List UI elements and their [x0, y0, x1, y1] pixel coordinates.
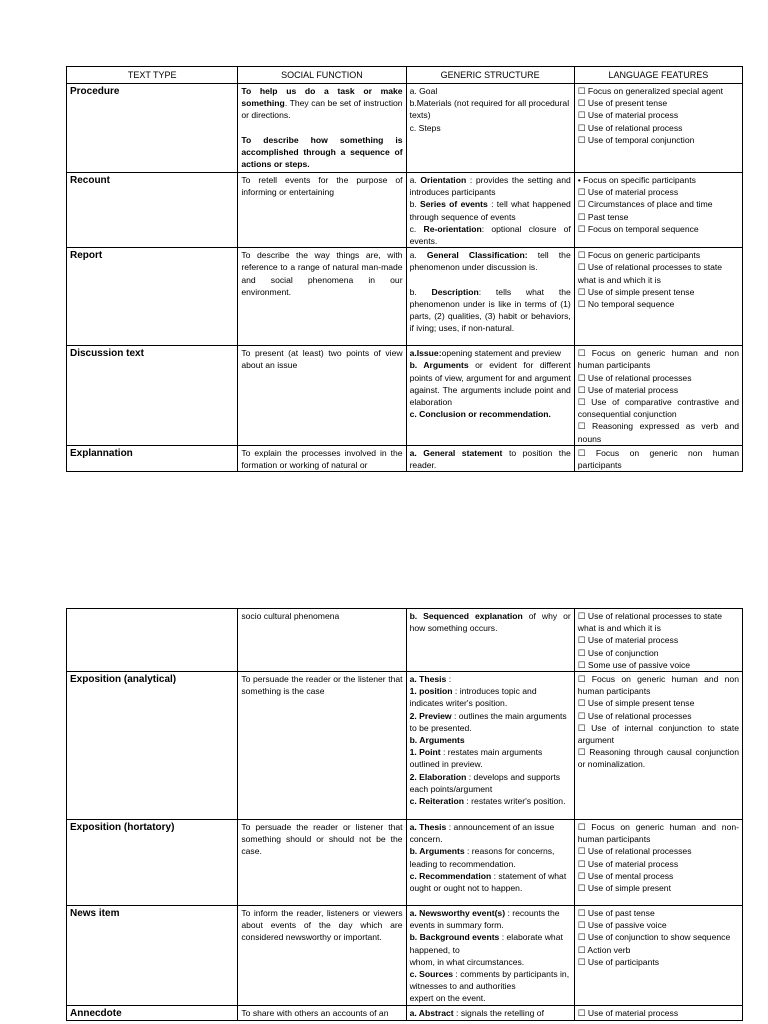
feature-line: ☐ Focus on generic human and non-human participants [577, 822, 739, 845]
text-types-table-page-2 [66, 608, 743, 1021]
structure-bold: a. General statement [409, 447, 503, 458]
feature-line: ☐ Focus on temporal sequence [577, 223, 699, 234]
text-types-table-page-1 [66, 66, 743, 472]
social-function-cell: To share with others an accounts of an [238, 1005, 406, 1020]
structure-text: : restates main arguments outlined in preview. [409, 747, 543, 770]
language-features-cell [574, 346, 742, 446]
structure-bold: c. Reiteration [409, 796, 465, 807]
header-generic-structure: GENERIC STRUCTURE [406, 67, 574, 84]
structure-bold: b. Arguments [409, 735, 465, 746]
table-row [67, 906, 743, 1006]
feature-line: ☐ No temporal sequence [577, 299, 675, 310]
structure-text: b. [409, 199, 421, 210]
language-features-cell [574, 445, 742, 471]
generic-structure-cell [406, 84, 574, 173]
structure-bold: c. Sources [409, 969, 454, 980]
social-function-cell: socio cultural phenomena [238, 609, 406, 672]
structure-text: expert on the event. [409, 993, 486, 1004]
text-type-cell: News item [67, 906, 238, 1006]
structure-text: : signals the retelling of [453, 1007, 544, 1018]
language-features-cell [574, 173, 742, 248]
structure-text: ought or ought not to happen. [409, 883, 523, 894]
table-row [67, 820, 743, 906]
structure-bold: b. Sequenced explanation [409, 611, 523, 621]
language-features-cell [574, 672, 742, 820]
feature-line: ☐ Use of present tense [577, 98, 668, 109]
structure-bold: a. Abstract [409, 1007, 454, 1018]
social-function-cell: To inform the reader, listeners or viewers about events of the day which are considered newsworthy or important. [238, 906, 406, 1006]
structure-text: of why or how something occurs. [409, 611, 571, 634]
feature-line: ☐ Use of conjunction [577, 647, 659, 658]
feature-line: ☐ Use of material process [577, 384, 679, 395]
structure-text: : announcement of an issue concern. [409, 822, 555, 845]
table-row [67, 609, 743, 672]
table-row [67, 84, 743, 173]
feature-line: • Focus on specific participants [577, 175, 696, 185]
social-function-text: . They can be set of instruction or directions. [241, 98, 403, 121]
structure-text: opening statement and preview [441, 348, 562, 359]
table-row [67, 672, 743, 820]
structure-bold: a. Thesis [409, 674, 447, 685]
feature-line: ☐ Focus on generic non human participants [577, 447, 739, 471]
structure-text: whom, in what circumstances. [409, 956, 525, 967]
generic-structure-cell [406, 445, 574, 471]
social-function-cell: To persuade the reader or listener that something should or should not be the case. [238, 820, 406, 906]
structure-bold: Description [431, 286, 479, 297]
table-row [67, 173, 743, 248]
header-text-type: TEXT TYPE [67, 67, 238, 84]
feature-line: ☐ Use of simple present [577, 883, 671, 894]
structure-text: : restates writer's position. [464, 796, 566, 807]
structure-text: : introduces topic and indicates writer's position. [409, 686, 537, 709]
header-row [67, 67, 743, 84]
language-features-cell [574, 84, 742, 173]
feature-line: ☐ Use of passive voice [577, 920, 667, 931]
structure-text: : elaborate what happened, to [409, 932, 563, 955]
feature-line: ☐ Use of relational processes [577, 846, 692, 857]
structure-text: : statement of what [491, 870, 567, 881]
structure-text: : provides the setting and introduces participants [409, 175, 571, 198]
structure-bold: 2. Elaboration [409, 771, 467, 782]
text-type-cell: Report [67, 248, 238, 346]
social-function-bold: To help us do a task or make something [241, 86, 403, 109]
feature-line: ☐ Focus on generic human and non human participants [577, 674, 739, 697]
language-features-cell [574, 1005, 742, 1020]
generic-structure-cell [406, 609, 574, 672]
structure-text: to position the reader. [409, 447, 571, 471]
structure-line: b.Materials (not required for all procedural texts) [409, 98, 570, 121]
header-language-features: LANGUAGE FEATURES [574, 67, 742, 84]
structure-bold: 1. position [409, 686, 453, 697]
social-function-cell: To persuade the reader or the listener that something is the case [238, 672, 406, 820]
structure-bold: b. Arguments [409, 846, 465, 857]
structure-text: or evident for different points of view, argument for and argument against. The arguments include point and elaboration [409, 360, 571, 408]
social-function-cell: To describe the way things are, with reference to a range of natural man-made and social phenomena in our environment. [238, 248, 406, 346]
text-type-cell: Exposition (analytical) [67, 672, 238, 820]
feature-line: ☐ Use of internal conjunction to state argument [577, 722, 739, 746]
feature-line: ☐ Past tense [577, 211, 629, 222]
feature-line: ☐ Circumstances of place and time [577, 199, 713, 210]
structure-bold: c. Recommendation [409, 870, 492, 881]
generic-structure-cell [406, 906, 574, 1006]
text-type-cell: Discussion text [67, 346, 238, 446]
feature-line: ☐ Use of relational processes [577, 710, 692, 721]
structure-bold: a.Issue: [409, 348, 442, 359]
structure-text: : [446, 674, 452, 685]
structure-bold: a. Thesis [409, 822, 447, 833]
feature-line: ☐ Focus on generic human and non human participants [577, 348, 739, 371]
structure-bold: b. Arguments [409, 360, 469, 371]
structure-text: a. [409, 250, 427, 261]
feature-line: ☐ Use of relational processes to state what is and which it is [577, 262, 723, 285]
structure-text: b. [409, 286, 432, 297]
structure-bold: Re-orientation [423, 223, 482, 234]
generic-structure-cell [406, 248, 574, 346]
feature-line: ☐ Use of relational processes to state what is and which it is [577, 611, 723, 634]
structure-text: tell the phenomenon under discussion is. [409, 250, 571, 273]
feature-line: ☐ Focus on generalized special agent [577, 86, 724, 96]
feature-line: ☐ Use of material process [577, 635, 679, 646]
structure-text: : recounts the events in summary form. [409, 908, 560, 931]
structure-bold: 2. Preview [409, 710, 452, 721]
text-type-cell: Procedure [67, 84, 238, 173]
social-function-cell: To explain the processes involved in the formation or working of natural or [238, 445, 406, 471]
language-features-cell [574, 906, 742, 1006]
structure-text: a. [409, 175, 421, 185]
structure-bold: General Classification: [426, 250, 528, 261]
feature-line: ☐ Use of material process [577, 187, 679, 198]
feature-line: ☐ Use of simple present tense [577, 698, 695, 709]
social-function-cell: To retell events for the purpose of informing or entertaining [238, 173, 406, 248]
feature-line: ☐ Use of simple present tense [577, 286, 695, 297]
generic-structure-cell [406, 1005, 574, 1020]
table-row [67, 1005, 743, 1020]
generic-structure-cell [406, 672, 574, 820]
generic-structure-cell [406, 173, 574, 248]
text-type-cell [67, 609, 238, 672]
text-type-cell: Explannation [67, 445, 238, 471]
feature-line: ☐ Some use of passive voice [577, 659, 691, 670]
table-row [67, 346, 743, 446]
feature-line: ☐ Use of material process [577, 110, 679, 121]
structure-text: c. [409, 223, 424, 234]
structure-bold: Orientation [420, 175, 467, 185]
feature-line: ☐ Use of conjunction to show sequence [577, 932, 731, 943]
feature-line: ☐ Use of material process [577, 1007, 679, 1018]
feature-line: ☐ Use of mental process [577, 870, 674, 881]
feature-line: ☐ Use of relational process [577, 122, 683, 133]
language-features-cell [574, 820, 742, 906]
structure-text: : reasons for concerns, leading to recommendation. [409, 846, 555, 869]
language-features-cell [574, 609, 742, 672]
text-type-cell: Exposition (hortatory) [67, 820, 238, 906]
structure-bold: 1. Point [409, 747, 441, 758]
structure-line: a. Goal [409, 86, 438, 96]
header-social-function: SOCIAL FUNCTION [238, 67, 406, 84]
feature-line: ☐ Reasoning expressed as verb and nouns [577, 421, 739, 444]
structure-bold: a. Newsworthy event(s) [409, 908, 506, 919]
feature-line: ☐ Reasoning through causal conjunction or nominalization. [577, 747, 739, 770]
table-row [67, 248, 743, 346]
generic-structure-cell [406, 346, 574, 446]
generic-structure-cell [406, 820, 574, 906]
feature-line: ☐ Use of temporal conjunction [577, 134, 695, 145]
structure-text: : optional closure of events. [409, 223, 571, 247]
social-function-cell: To present (at least) two points of view about an issue [238, 346, 406, 446]
structure-text: : tells what the phenomenon under is like in terms of (1) parts, (2) qualities, (3) habit or behaviors, if iving; uses, if non-natural. [409, 286, 571, 334]
structure-line: c. Steps [409, 122, 441, 133]
structure-text: : develops and supports each points/argument [409, 771, 561, 794]
feature-line: ☐ Use of past tense [577, 908, 655, 919]
structure-bold: b. Background events [409, 932, 500, 943]
structure-bold: c. Conclusion or recommendation. [409, 409, 551, 420]
structure-text: : outlines the main arguments to be presented. [409, 710, 567, 733]
feature-line: ☐ Use of relational processes [577, 372, 692, 383]
structure-text: : comments by participants in, witnesses to and authorities [409, 969, 570, 992]
structure-text: : tell what happened through sequence of events [409, 199, 571, 222]
feature-line: ☐ Action verb [577, 944, 631, 955]
feature-line: ☐ Focus on generic participants [577, 250, 701, 261]
social-function-cell [238, 84, 406, 173]
structure-bold: Series of events [420, 199, 488, 210]
text-type-cell: Recount [67, 173, 238, 248]
feature-line: ☐ Use of participants [577, 956, 660, 967]
feature-line: ☐ Use of material process [577, 858, 679, 869]
feature-line: ☐ Use of comparative contrastive and consequential conjunction [577, 397, 739, 420]
table-row [67, 445, 743, 471]
language-features-cell [574, 248, 742, 346]
social-function-bold: To describe how something is accomplished through a sequence of actions or steps. [241, 134, 403, 170]
text-type-cell: Annecdote [67, 1005, 238, 1020]
